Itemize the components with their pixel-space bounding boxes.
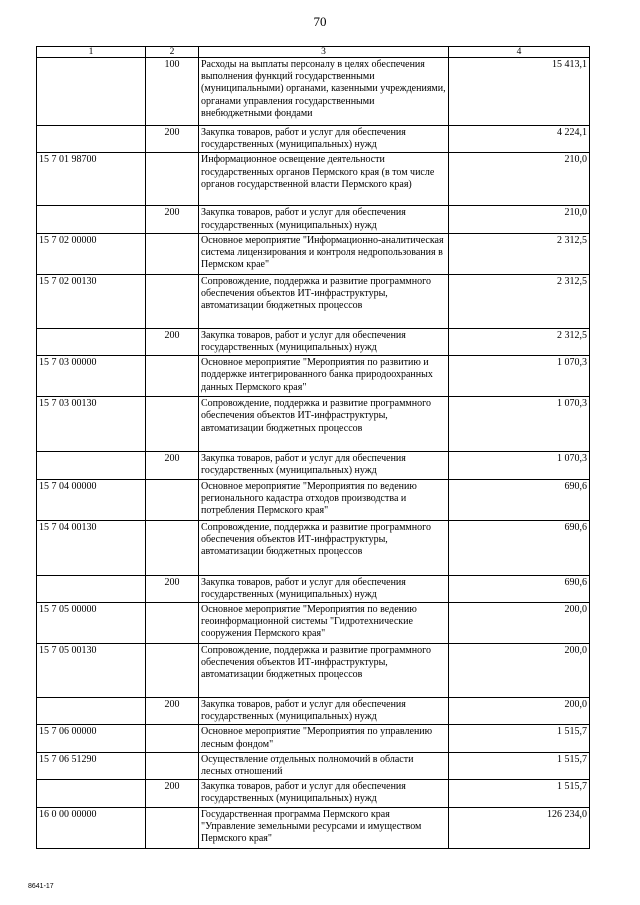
- amount-cell: 1 515,7: [449, 725, 590, 752]
- budget-code-cell: 15 7 03 00130: [37, 397, 146, 452]
- table-row: [37, 575, 590, 602]
- table-row: [37, 807, 590, 848]
- expense-type-cell: [146, 356, 199, 397]
- budget-code-cell: [37, 126, 146, 153]
- amount-cell: 126 234,0: [449, 807, 590, 848]
- budget-code-cell: 15 7 03 00000: [37, 356, 146, 397]
- expense-type-cell: [146, 274, 199, 328]
- budget-code-cell: [37, 698, 146, 725]
- table-row: [37, 356, 590, 397]
- table-row: [37, 328, 590, 355]
- expense-type-cell: 200: [146, 328, 199, 355]
- page-number: 70: [313, 14, 327, 29]
- budget-code-cell: 15 7 05 00130: [37, 644, 146, 698]
- column-header: 1: [37, 47, 146, 58]
- table-row: [37, 206, 590, 233]
- expense-type-cell: [146, 644, 199, 698]
- expense-type-cell: 200: [146, 698, 199, 725]
- expense-type-cell: [146, 479, 199, 520]
- table-row: [37, 520, 590, 575]
- description-cell: Закупка товаров, работ и услуг для обеспечения государственных (муниципальных) нужд: [199, 575, 449, 602]
- expense-type-cell: [146, 397, 199, 452]
- amount-cell: 200,0: [449, 698, 590, 725]
- table-row: [37, 752, 590, 779]
- table-row: [37, 126, 590, 153]
- table-row: [37, 780, 590, 807]
- table-header-row: [37, 47, 590, 58]
- table-row: [37, 725, 590, 752]
- budget-code-cell: [37, 58, 146, 126]
- table-row: [37, 603, 590, 644]
- amount-cell: 2 312,5: [449, 274, 590, 328]
- description-cell: Основное мероприятие "Мероприятия по ведению регионального кадастра отходов производства и потребления Пермского края": [199, 479, 449, 520]
- expense-type-cell: 200: [146, 780, 199, 807]
- expense-type-cell: 200: [146, 206, 199, 233]
- description-cell: Закупка товаров, работ и услуг для обеспечения государственных (муниципальных) нужд: [199, 780, 449, 807]
- expense-type-cell: 200: [146, 126, 199, 153]
- amount-cell: 210,0: [449, 206, 590, 233]
- amount-cell: 1 070,3: [449, 356, 590, 397]
- description-cell: Закупка товаров, работ и услуг для обеспечения государственных (муниципальных) нужд: [199, 126, 449, 153]
- budget-code-cell: [37, 328, 146, 355]
- table-row: [37, 58, 590, 126]
- column-header: 2: [146, 47, 199, 58]
- budget-code-cell: 15 7 06 00000: [37, 725, 146, 752]
- amount-cell: 690,6: [449, 520, 590, 575]
- description-cell: Сопровождение, поддержка и развитие программного обеспечения объектов ИТ-инфраструктуры, автоматизации бюджетных процессов: [199, 520, 449, 575]
- expense-type-cell: 200: [146, 452, 199, 479]
- budget-code-cell: 16 0 00 00000: [37, 807, 146, 848]
- expense-type-cell: 100: [146, 58, 199, 126]
- amount-cell: 210,0: [449, 153, 590, 206]
- amount-cell: 4 224,1: [449, 126, 590, 153]
- budget-code-cell: 15 7 04 00130: [37, 520, 146, 575]
- column-header: 3: [199, 47, 449, 58]
- expense-type-cell: [146, 153, 199, 206]
- amount-cell: 1 515,7: [449, 780, 590, 807]
- amount-cell: 1 515,7: [449, 752, 590, 779]
- amount-cell: 2 312,5: [449, 328, 590, 355]
- budget-code-cell: [37, 206, 146, 233]
- description-cell: Расходы на выплаты персоналу в целях обеспечения выполнения функций государственными (муниципальными) органами, казенными учреждениями, органами управления государственными внебюджетными фондами: [199, 58, 449, 126]
- description-cell: Сопровождение, поддержка и развитие программного обеспечения объектов ИТ-инфраструктуры, автоматизации бюджетных процессов: [199, 274, 449, 328]
- table-row: [37, 153, 590, 206]
- table-row: [37, 479, 590, 520]
- description-cell: Закупка товаров, работ и услуг для обеспечения государственных (муниципальных) нужд: [199, 698, 449, 725]
- budget-code-cell: [37, 452, 146, 479]
- budget-code-cell: 15 7 04 00000: [37, 479, 146, 520]
- description-cell: Закупка товаров, работ и услуг для обеспечения государственных (муниципальных) нужд: [199, 452, 449, 479]
- description-cell: Сопровождение, поддержка и развитие программного обеспечения объектов ИТ-инфраструктуры, автоматизации бюджетных процессов: [199, 644, 449, 698]
- description-cell: Основное мероприятие "Мероприятия по управлению лесным фондом": [199, 725, 449, 752]
- amount-cell: 1 070,3: [449, 452, 590, 479]
- expense-type-cell: [146, 807, 199, 848]
- expense-type-cell: [146, 752, 199, 779]
- amount-cell: 1 070,3: [449, 397, 590, 452]
- amount-cell: 15 413,1: [449, 58, 590, 126]
- budget-code-cell: 15 7 02 00000: [37, 233, 146, 274]
- expense-type-cell: [146, 520, 199, 575]
- expense-type-cell: [146, 725, 199, 752]
- table-row: [37, 698, 590, 725]
- description-cell: Основное мероприятие "Мероприятия по ведению геоинформационной системы "Гидротехнические сооружения Пермского края": [199, 603, 449, 644]
- budget-code-cell: 15 7 06 51290: [37, 752, 146, 779]
- amount-cell: 2 312,5: [449, 233, 590, 274]
- column-header: 4: [449, 47, 590, 58]
- table-row: [37, 644, 590, 698]
- budget-table: [36, 46, 590, 849]
- document-code: 8641-17: [28, 883, 54, 890]
- budget-code-cell: [37, 780, 146, 807]
- expense-type-cell: [146, 233, 199, 274]
- budget-code-cell: 15 7 02 00130: [37, 274, 146, 328]
- description-cell: Информационное освещение деятельности государственных органов Пермского края (в том числе органов государственной власти Пермского края): [199, 153, 449, 206]
- description-cell: Основное мероприятие "Мероприятия по развитию и поддержке интегрированного банка природоохранных данных Пермского края": [199, 356, 449, 397]
- description-cell: Закупка товаров, работ и услуг для обеспечения государственных (муниципальных) нужд: [199, 328, 449, 355]
- expense-type-cell: [146, 603, 199, 644]
- description-cell: Осуществление отдельных полномочий в области лесных отношений: [199, 752, 449, 779]
- budget-code-cell: 15 7 01 98700: [37, 153, 146, 206]
- budget-code-cell: [37, 575, 146, 602]
- description-cell: Государственная программа Пермского края "Управление земельными ресурсами и имуществом Пермского края": [199, 807, 449, 848]
- description-cell: Основное мероприятие "Информационно-аналитическая система лицензирования и контроля недропользования в Пермском крае": [199, 233, 449, 274]
- table-row: [37, 452, 590, 479]
- amount-cell: 200,0: [449, 644, 590, 698]
- expense-type-cell: 200: [146, 575, 199, 602]
- table-row: [37, 274, 590, 328]
- budget-code-cell: 15 7 05 00000: [37, 603, 146, 644]
- amount-cell: 690,6: [449, 479, 590, 520]
- description-cell: Сопровождение, поддержка и развитие программного обеспечения объектов ИТ-инфраструктуры, автоматизации бюджетных процессов: [199, 397, 449, 452]
- table-row: [37, 233, 590, 274]
- amount-cell: 690,6: [449, 575, 590, 602]
- table-row: [37, 397, 590, 452]
- description-cell: Закупка товаров, работ и услуг для обеспечения государственных (муниципальных) нужд: [199, 206, 449, 233]
- amount-cell: 200,0: [449, 603, 590, 644]
